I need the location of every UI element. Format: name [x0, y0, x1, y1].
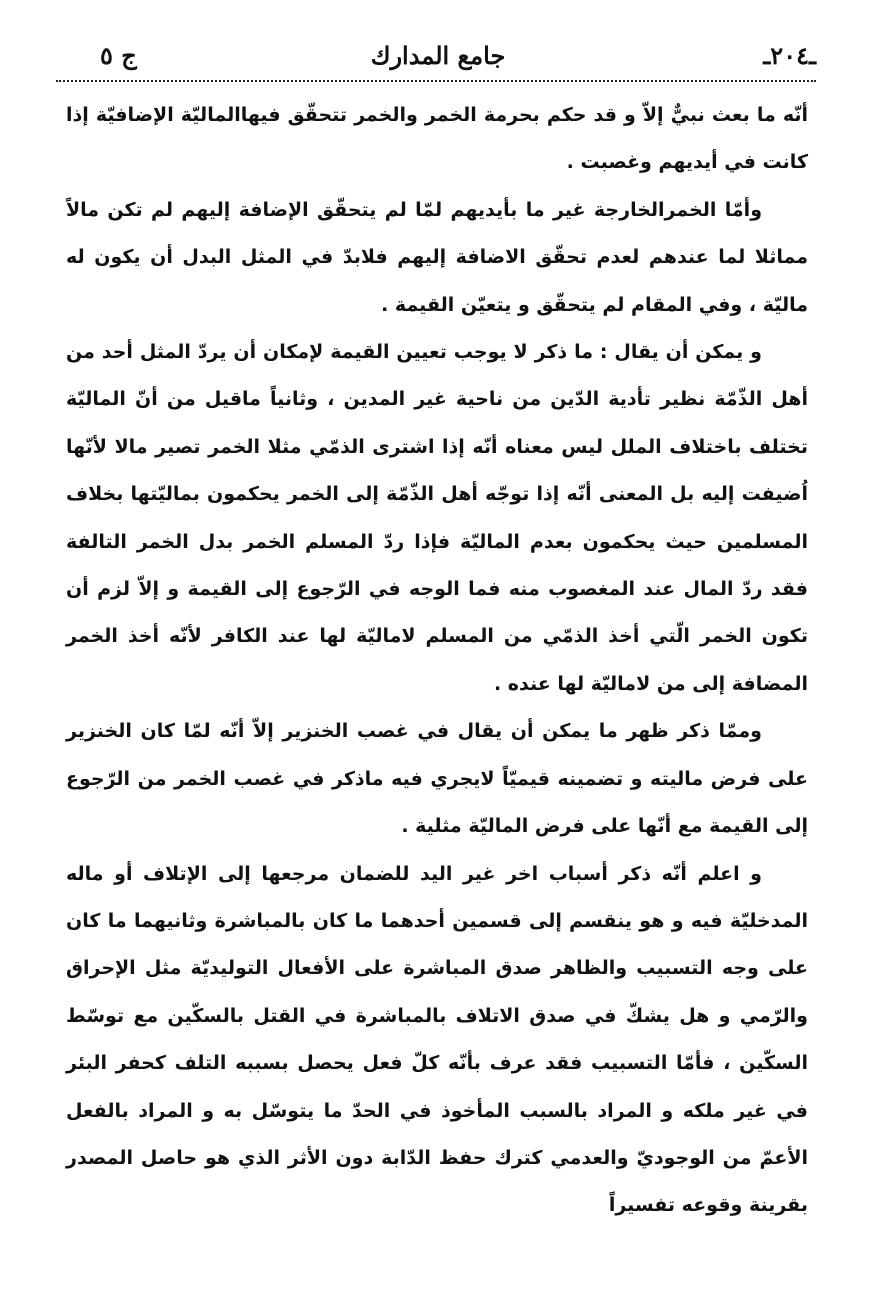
page-number: ـ٢٠٤ـ — [763, 41, 816, 70]
header-divider — [56, 80, 816, 82]
running-title: جامع المدارك — [370, 41, 506, 70]
paragraph: و اعلم أنّه ذكر أسباب اخر غير اليد للضمان مرجعها إلى الإتلاف أو ماله المدخليّة فيه و هو ينقسم إلى قسمين أحدهما ما كان بالمباشرة وثانيهما ما كان على وجه التسبيب والظاهر صدق المباشرة على الأفعال التوليديّة مثل الإحراق والرّمي و هل يشكّ في صدق الاتلاف بالمباشرة في القتل بالسكّين مع توسّط السكّين ، فأمّا التسبيب فقد عرف بأنّه كلّ فعل يحصل بسببه التلف كحفر البئر في غير ملكه و المراد بالسبب المأخوذ في الحدّ ما يتوسّل به و المراد بالفعل الأعمّ من الوجوديّ والعدمي كترك حفظ الدّابة دون الأثر الذي هو حاصل المصدر بقرينة وقوعه تفسيراً — [66, 862, 808, 1217]
paragraph: و يمكن أن يقال : ما ذكر لا يوجب تعيين القيمة لإمكان أن يردّ المثل أحد من أهل الذّمّة نظير تأدية الدّين من ناحية غير المدين ، وثانياً ماقيل من أنّ الماليّة تختلف باختلاف الملل ليس معناه أنّه إذا اشترى الذمّي مثلا الخمر تصير مالا لأنّها اُضيفت إليه بل المعنى أنّه إذا توجّه أهل الذّمّة إلى الخمر يحكمون بماليّتها بخلاف المسلمين حيث يحكمون بعدم الماليّة فإذا ردّ المسلم الخمر بدل الخمر التالفة فقد ردّ المال عند المغصوب منه فما الوجه في الرّجوع إلى القيمة و إلاّ لزم أن تكون الخمر الّتي أخذ الذمّي من المسلم لاماليّة لها عند الكافر لأنّه أخذ الخمر المضافة إلى من لاماليّة لها عنده . — [66, 341, 808, 695]
paragraph: وممّا ذكر ظهر ما يمكن أن يقال في غصب الخنزير إلاّ أنّه لمّا كان الخنزير على فرض ماليته و تضمينه قيميّاً لايجري فيه ماذكر في غصب الخمر من الرّجوع إلى القيمة مع أنّها على فرض الماليّة مثلية . — [66, 720, 808, 838]
volume-label: ج ٥ — [100, 41, 137, 70]
paragraph: أنّه ما بعث نبيٌّ إلاّ و قد حكم بحرمة الخمر والخمر تتحقّق فيهاالماليّة الإضافيّة إذا كانت في أيديهم وغصبت . — [66, 104, 808, 174]
page-header — [60, 36, 816, 76]
body-text — [66, 92, 808, 1230]
paragraph: وأمّا الخمرالخارجة غير ما بأيديهم لمّا لم يتحقّق الإضافة إليهم لم تكن مالاً مماثلا لما عندهم لعدم تحقّق الاضافة إليهم فلابدّ في المثل البدل أن يكون له ماليّة ، وفي المقام لم يتحقّق و يتعيّن القيمة . — [66, 198, 808, 316]
